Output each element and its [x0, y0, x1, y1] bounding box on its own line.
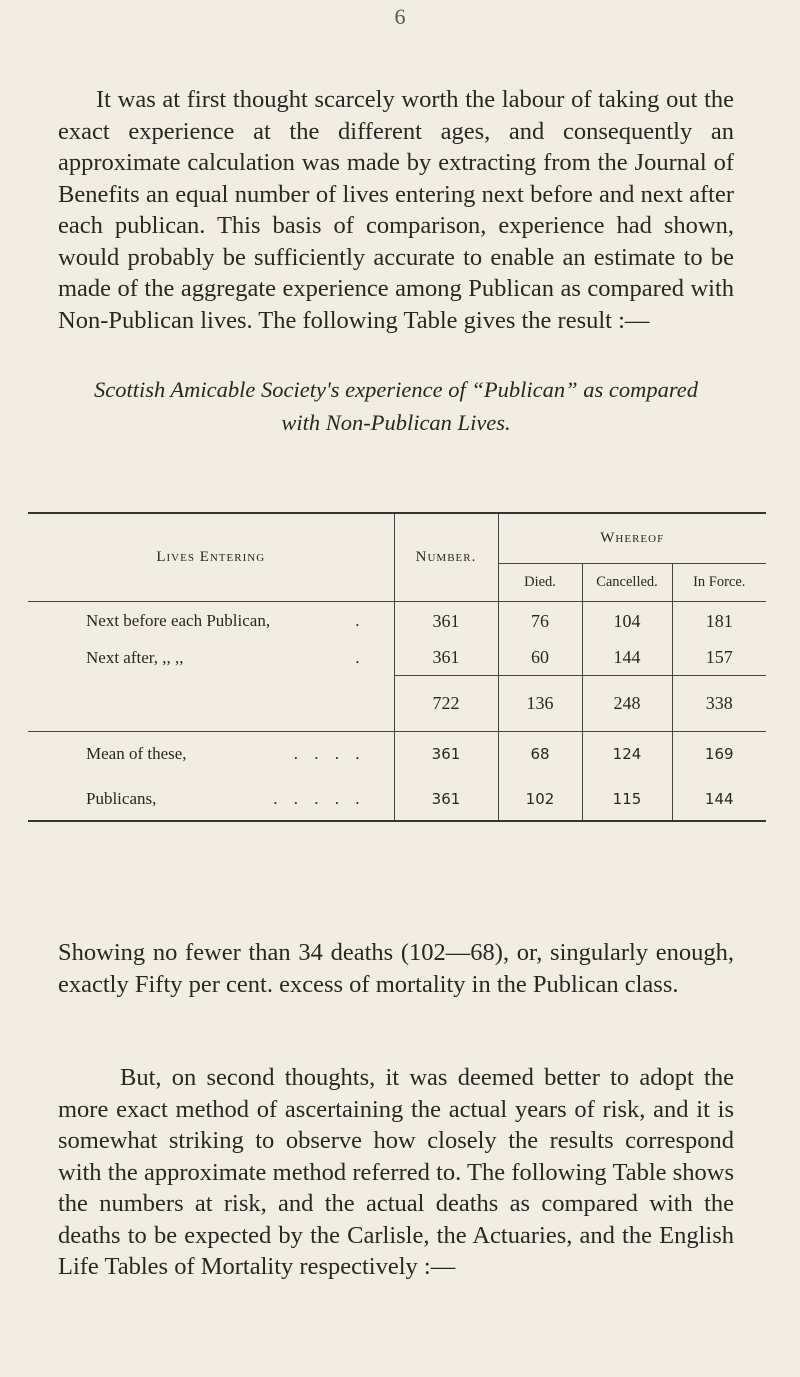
total-number: 722 [394, 675, 498, 731]
header-died: Died. [498, 563, 582, 601]
cell-number: 361 [394, 731, 498, 777]
table-row [28, 641, 766, 675]
cell-in-force: 144 [704, 789, 734, 808]
cell-cancelled: 115 [582, 777, 672, 821]
showing-paragraph: Showing no fewer than 34 deaths (102—68), or, singularly enough, exactly Fifty per cent. excess of mortality in the Publican class. [58, 939, 734, 998]
cell-in-force: 169 [704, 745, 734, 764]
table-total-row [28, 675, 766, 731]
cell-in-force: 157 [672, 641, 766, 675]
header-whereof: Whereof [498, 513, 766, 563]
header-lives-entering: Lives Entering [28, 513, 394, 601]
table-caption [58, 373, 734, 439]
cell-cancelled: 104 [582, 601, 672, 641]
header-number: Number. [394, 513, 498, 601]
mortality-table [28, 512, 766, 822]
cell-in-force: 181 [705, 610, 733, 631]
cell-died: 68 [498, 731, 582, 777]
table-row [28, 731, 766, 777]
table-caption-line-1: Scottish Amicable Society's experience of “Publican” as compared [93, 377, 699, 402]
cell-number: 361 [394, 601, 498, 641]
cell-died: 60 [498, 641, 582, 675]
total-in-force: 338 [672, 675, 766, 731]
intro-paragraph: It was at first thought scarcely worth the labour of taking out the exact experience at the different ages, and consequently an approximate calculation was made by extracting from the Journal of Benefits an equal number of lives entering next before and next after each publican. This basis of comparison, experience had shown, would probably be sufficiently accurate to enable an estimate to be made of the aggregate experience among Publican as compared with Non-Publican lives. The following Table gives the result :— [58, 86, 734, 334]
cell-died: 76 [498, 601, 582, 641]
cell-number: 361 [394, 641, 498, 675]
page-number: 6 [394, 4, 406, 29]
total-cancelled: 248 [582, 675, 672, 731]
table-row [28, 601, 766, 641]
table-row [28, 777, 766, 821]
header-cancelled: Cancelled. [582, 563, 672, 601]
cell-died: 102 [498, 777, 582, 821]
row-label: Next before each Publican, . [28, 601, 394, 641]
row-label: Next after, ,, ,, . [28, 641, 394, 675]
table-caption-line-2: with Non-Publican Lives. [281, 410, 511, 435]
row-label: Publicans, . . . . . [28, 777, 394, 821]
total-died: 136 [498, 675, 582, 731]
second-thoughts-paragraph: But, on second thoughts, it was deemed better to adopt the more exact method of ascertaining the actual years of risk, and it is somewhat striking to observe how closely the results correspond with the approximate method referred to. The following Table shows the numbers at risk, and the actual deaths as compared with the deaths to be expected by the Carlisle, the Actuaries, and the English Life Tables of Mortality respectively :— [58, 1064, 734, 1280]
cell-cancelled: 124 [582, 731, 672, 777]
cell-number: 361 [394, 777, 498, 821]
row-label: Mean of these, . . . . [28, 731, 394, 777]
cell-cancelled: 144 [582, 641, 672, 675]
header-in-force: In Force. [672, 563, 766, 601]
